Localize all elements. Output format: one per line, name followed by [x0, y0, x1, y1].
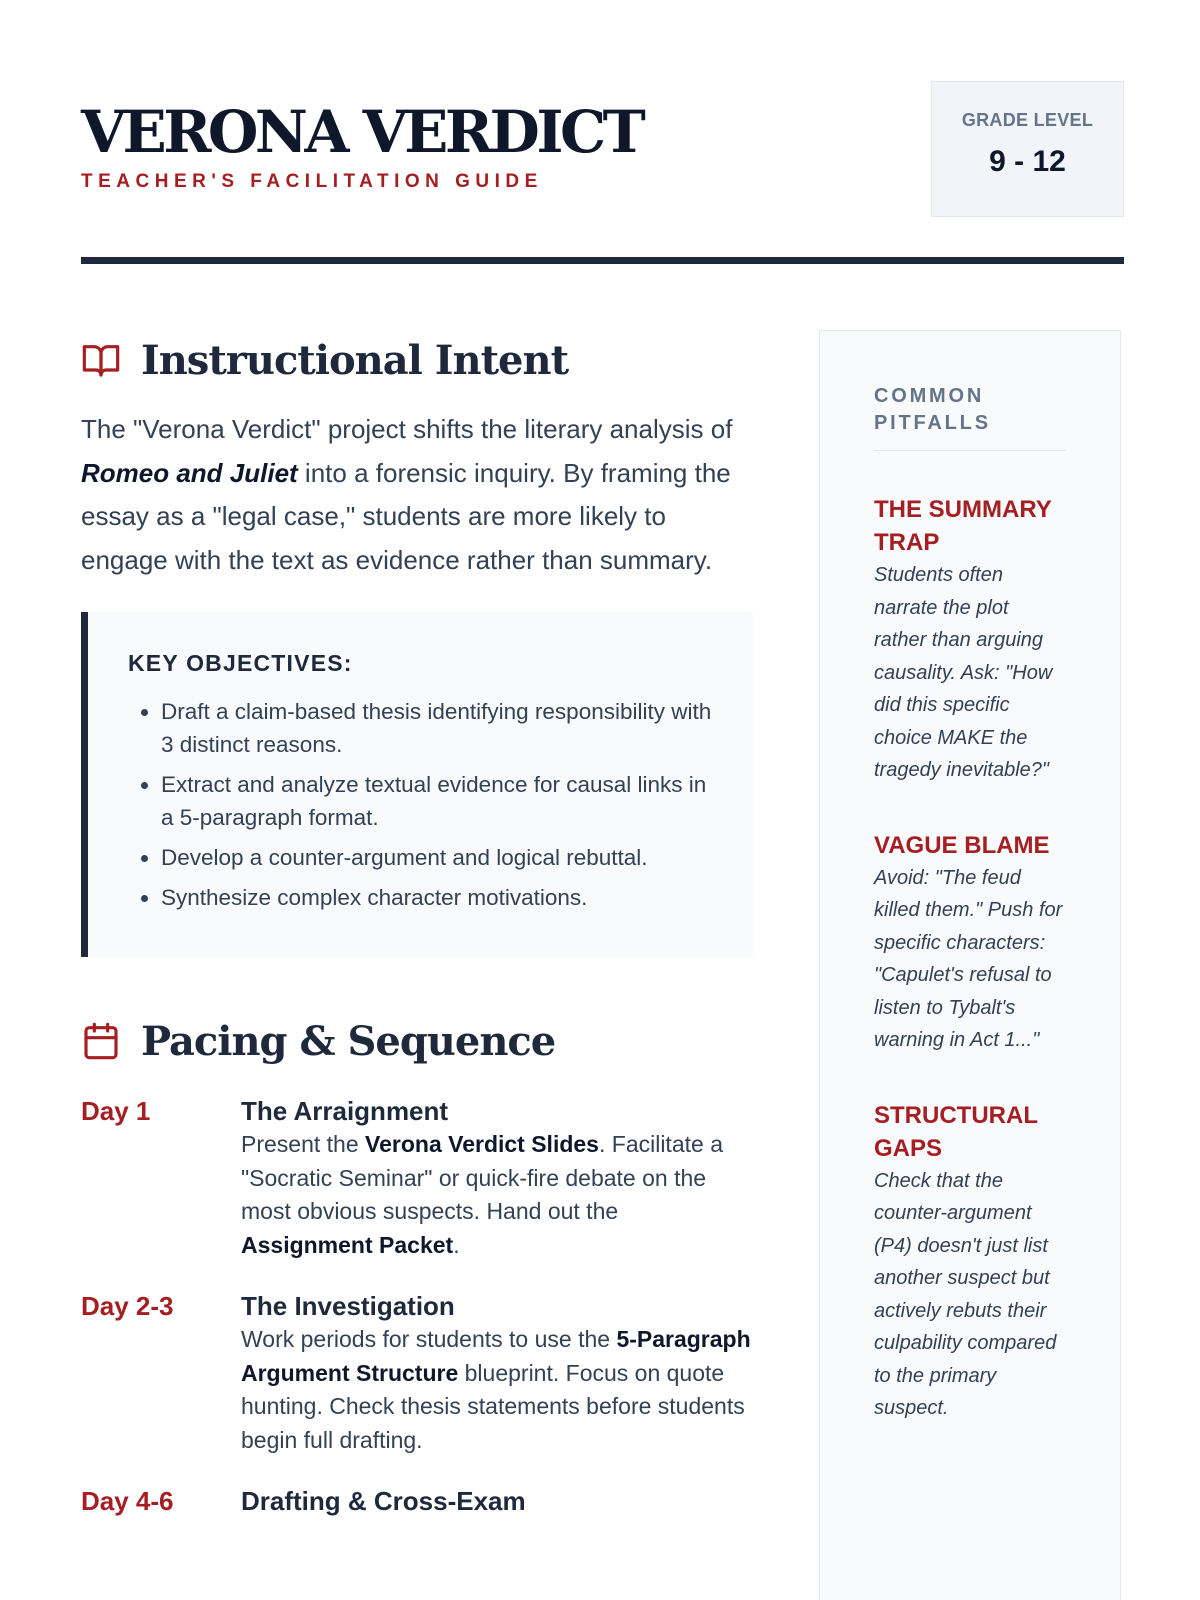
main-column	[81, 330, 753, 1518]
objective-item: • Draft a claim-based thesis identifying responsibility with 3 distinct reasons.	[161, 695, 713, 761]
section-title: Pacing & Sequence	[141, 1017, 556, 1065]
objectives-heading: KEY OBJECTIVES:	[128, 650, 353, 676]
instructional-intent-heading	[81, 330, 753, 390]
pitfall-title: THE SUMMARY TRAP	[874, 496, 1052, 556]
page-subtitle: TEACHER'S FACILITATION GUIDE	[81, 171, 543, 192]
intent-paragraph	[81, 408, 753, 582]
day-title: Drafting & Cross-Exam	[241, 1486, 526, 1516]
resource-name: Assignment Packet	[241, 1231, 454, 1258]
sidebar-heading: COMMON PITFALLS	[874, 383, 1066, 451]
pitfall-text: Avoid: "The feud killed them." Push for specific characters: "Capulet's refusal to listen to Tybalt's warning in Act 1..."	[874, 866, 1063, 1051]
pitfall-text: Check that the counter-argument (P4) doesn't just list another suspect but actively rebuts their culpability compared to the primary suspect.	[874, 1169, 1057, 1419]
section-title: Instructional Intent	[141, 336, 569, 384]
objectives-list	[128, 695, 713, 914]
pitfall-title: VAGUE BLAME	[874, 831, 1050, 859]
resource-name: Verona Verdict Slides	[365, 1131, 599, 1157]
page-title: VERONA VERDICT	[81, 98, 643, 166]
day-label: Day 1	[81, 1096, 151, 1126]
common-pitfalls-sidebar	[819, 330, 1121, 1600]
grade-level-label: GRADE LEVEL	[961, 110, 1094, 130]
intent-text: into a forensic inquiry. By framing the essay as a "legal case," students are more likely to engage with the text as evidence rather than summary.	[81, 457, 731, 575]
calendar-icon	[81, 1021, 121, 1061]
pacing-day	[81, 1290, 753, 1457]
key-objectives-box	[81, 612, 753, 957]
intent-text: The "Verona Verdict" project shifts the literary analysis of	[81, 414, 733, 444]
day-body	[241, 1290, 753, 1457]
day-title: The Arraignment	[241, 1096, 449, 1126]
day-label: Day 2-3	[81, 1291, 174, 1321]
day-body	[241, 1095, 753, 1262]
book-title-emphasis: Romeo and Juliet	[81, 457, 298, 488]
header-divider	[81, 257, 1124, 264]
grade-level-badge	[931, 81, 1124, 217]
objective-item: • Synthesize complex character motivations.	[161, 881, 713, 914]
day-label: Day 4-6	[81, 1486, 174, 1516]
pitfall-item	[874, 829, 1066, 1057]
pacing-day	[81, 1485, 753, 1518]
pacing-heading	[81, 1011, 753, 1071]
grade-level-value: 9 - 12	[989, 145, 1066, 178]
pitfall-title: STRUCTURAL GAPS	[874, 1101, 1038, 1162]
objective-item: • Extract and analyze textual evidence for causal links in a 5-paragraph format.	[161, 768, 713, 834]
objective-item: • Develop a counter-argument and logical rebuttal.	[161, 841, 713, 874]
page-header	[81, 81, 1124, 265]
pacing-day	[81, 1095, 753, 1262]
pacing-days	[81, 1095, 753, 1518]
pitfall-text: Students often narrate the plot rather than arguing causality. Ask: "How did this specific choice MAKE the tragedy inevitable?"	[874, 564, 1053, 781]
pitfall-item	[874, 493, 1066, 787]
pitfall-item	[874, 1099, 1066, 1425]
pacing-section	[81, 1011, 753, 1518]
book-icon	[81, 340, 121, 380]
day-description: Work periods for students to use the 5-Paragraph Argument Structure blueprint. Focus on quote hunting. Check thesis statements before students begin full drafting.	[241, 1326, 751, 1453]
day-title: The Investigation	[241, 1291, 455, 1321]
day-description: Present the Verona Verdict Slides. Facilitate a "Socratic Seminar" or quick-fire debate on the most obvious suspects. Hand out the Assignment Packet.	[241, 1131, 723, 1258]
resource-name: 5-Paragraph Argument Structure	[241, 1326, 751, 1386]
day-body	[241, 1485, 753, 1518]
